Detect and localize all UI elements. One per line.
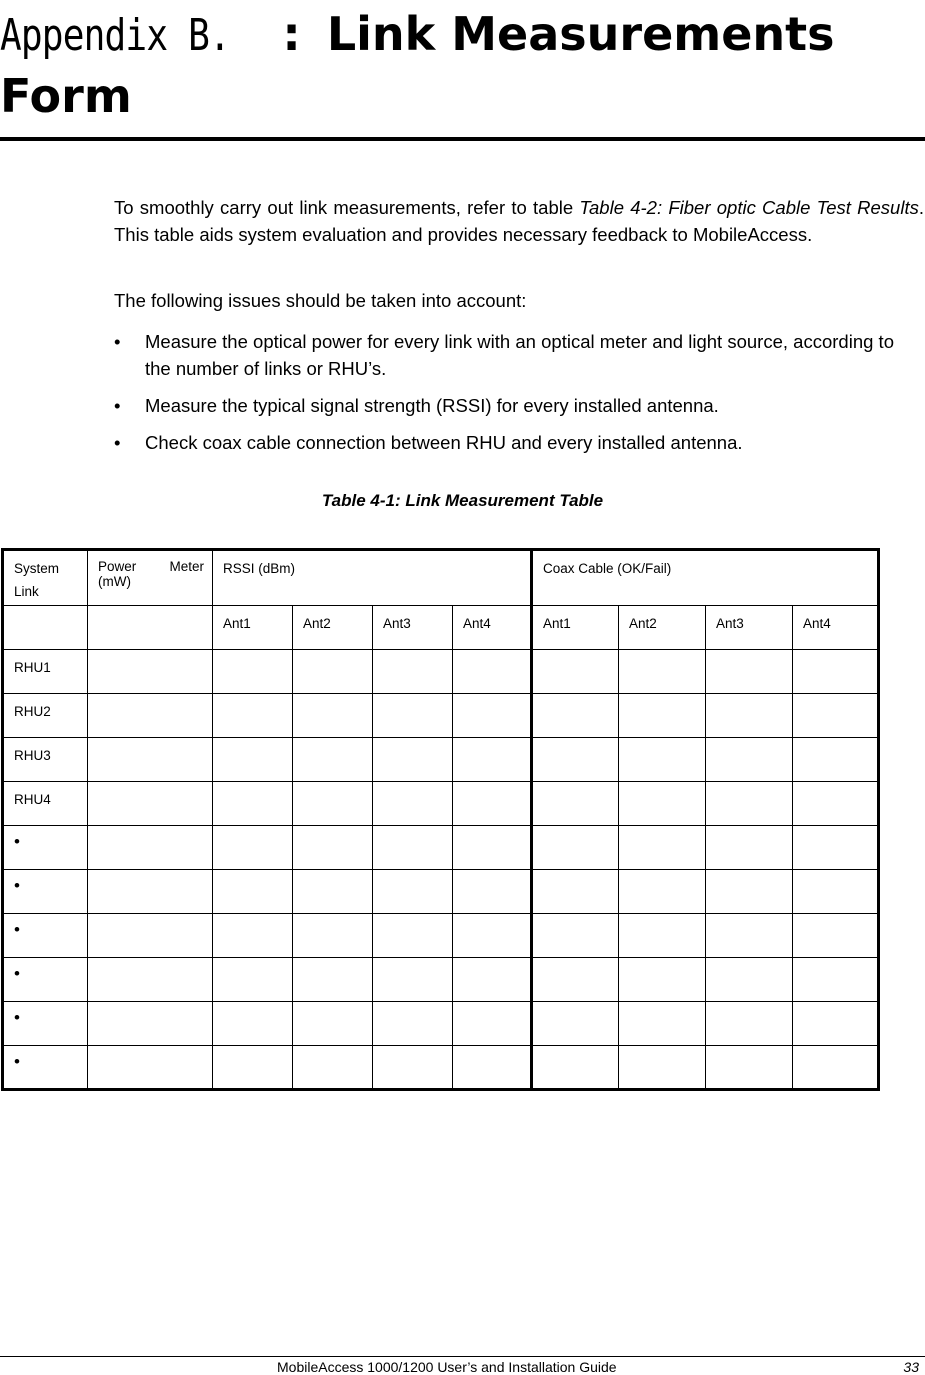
row-label: RHU4 (3, 782, 88, 826)
title-colon: : (282, 7, 301, 61)
bullet-item (114, 429, 894, 456)
entry-cell (213, 694, 293, 738)
entry-cell (373, 1046, 453, 1090)
ant-label: Ant3 (373, 606, 453, 650)
entry-cell (373, 826, 453, 870)
footer-title: MobileAccess 1000/1200 User’s and Installation Guide (277, 1359, 617, 1375)
table-row (3, 826, 879, 870)
table-row (3, 738, 879, 782)
entry-cell (373, 694, 453, 738)
bullet-item (114, 328, 894, 382)
bullet-text: Measure the typical signal strength (RSSI) for every installed antenna. (145, 395, 719, 416)
table-body (3, 650, 879, 1090)
entry-cell (793, 958, 879, 1002)
row-label: • (3, 914, 88, 958)
entry-cell (88, 1002, 213, 1046)
appendix-title (0, 4, 925, 126)
entry-cell (706, 1046, 793, 1090)
entry-cell (453, 914, 532, 958)
entry-cell (532, 1046, 619, 1090)
entry-cell (706, 650, 793, 694)
antenna-header-row (3, 606, 879, 650)
table-row (3, 694, 879, 738)
row-label: • (3, 1002, 88, 1046)
title-rule (0, 137, 925, 141)
table-header-row (3, 550, 879, 606)
table-row (3, 958, 879, 1002)
entry-cell (793, 782, 879, 826)
header-power-meter-label: Power Meter (mW) (98, 559, 204, 589)
entry-cell (213, 738, 293, 782)
header-system-link-label: System Link (14, 561, 60, 599)
footer-rule (0, 1356, 925, 1357)
table-row (3, 1046, 879, 1090)
row-label: RHU3 (3, 738, 88, 782)
row-label: • (3, 1046, 88, 1090)
entry-cell (293, 738, 373, 782)
entry-cell (453, 1002, 532, 1046)
entry-cell (619, 914, 706, 958)
ant-label: Ant4 (453, 606, 532, 650)
entry-cell (619, 958, 706, 1002)
entry-cell (88, 958, 213, 1002)
table-row (3, 1002, 879, 1046)
table-reference: Table 4-2: Fiber optic Cable Test Results (579, 197, 919, 218)
entry-cell (88, 914, 213, 958)
entry-cell (706, 782, 793, 826)
entry-cell (213, 1046, 293, 1090)
header-power-meter (88, 550, 213, 606)
entry-cell (453, 826, 532, 870)
entry-cell (88, 870, 213, 914)
entry-cell (453, 738, 532, 782)
entry-cell (619, 650, 706, 694)
header-rssi: RSSI (dBm) (213, 550, 532, 606)
entry-cell (793, 826, 879, 870)
entry-cell (88, 826, 213, 870)
entry-cell (88, 650, 213, 694)
entry-cell (213, 650, 293, 694)
entry-cell (293, 782, 373, 826)
entry-cell (619, 782, 706, 826)
entry-cell (793, 870, 879, 914)
entry-cell (453, 958, 532, 1002)
entry-cell (213, 1002, 293, 1046)
intro-text-end: . This table aids system evaluation and provides necessary feedback to MobileAccess. (114, 197, 924, 245)
row-label: • (3, 870, 88, 914)
table-caption: Table 4-1: Link Measurement Table (321, 491, 604, 510)
ant-label: Ant3 (706, 606, 793, 650)
bullet-text: Check coax cable connection between RHU and every installed antenna. (145, 432, 743, 453)
bullet-icon: • (114, 432, 121, 453)
entry-cell (619, 738, 706, 782)
entry-cell (373, 782, 453, 826)
table-row (3, 870, 879, 914)
table-row (3, 650, 879, 694)
ant-label: Ant1 (213, 606, 293, 650)
entry-cell (619, 1002, 706, 1046)
entry-cell (706, 870, 793, 914)
entry-cell (293, 694, 373, 738)
entry-cell (373, 870, 453, 914)
empty-cell (88, 606, 213, 650)
entry-cell (213, 958, 293, 1002)
entry-cell (532, 914, 619, 958)
issues-intro: The following issues should be taken into account: (114, 290, 527, 311)
row-label: RHU1 (3, 650, 88, 694)
title-text: Link Measurements Form (0, 7, 835, 123)
entry-cell (373, 914, 453, 958)
entry-cell (293, 914, 373, 958)
entry-cell (293, 1046, 373, 1090)
entry-cell (706, 914, 793, 958)
empty-cell (3, 606, 88, 650)
entry-cell (532, 870, 619, 914)
entry-cell (706, 1002, 793, 1046)
table-row (3, 782, 879, 826)
entry-cell (293, 958, 373, 1002)
entry-cell (793, 650, 879, 694)
entry-cell (532, 694, 619, 738)
entry-cell (293, 1002, 373, 1046)
ant-label: Ant4 (793, 606, 879, 650)
page-number: 33 (903, 1359, 919, 1375)
entry-cell (88, 782, 213, 826)
table-row (3, 914, 879, 958)
entry-cell (213, 914, 293, 958)
entry-cell (706, 958, 793, 1002)
entry-cell (532, 738, 619, 782)
entry-cell (532, 826, 619, 870)
entry-cell (88, 1046, 213, 1090)
entry-cell (453, 1046, 532, 1090)
entry-cell (532, 650, 619, 694)
entry-cell (453, 694, 532, 738)
appendix-label: Appendix B. (0, 10, 230, 61)
entry-cell (619, 694, 706, 738)
bullet-icon: • (114, 331, 121, 352)
entry-cell (293, 826, 373, 870)
entry-cell (706, 826, 793, 870)
entry-cell (373, 958, 453, 1002)
entry-cell (453, 782, 532, 826)
row-label: RHU2 (3, 694, 88, 738)
ant-label: Ant2 (293, 606, 373, 650)
entry-cell (88, 738, 213, 782)
entry-cell (619, 870, 706, 914)
intro-paragraph (114, 194, 924, 248)
header-system-link (3, 550, 88, 606)
entry-cell (793, 738, 879, 782)
entry-cell (373, 738, 453, 782)
entry-cell (793, 1046, 879, 1090)
ant-label: Ant1 (532, 606, 619, 650)
entry-cell (706, 694, 793, 738)
header-coax: Coax Cable (OK/Fail) (532, 550, 879, 606)
entry-cell (793, 694, 879, 738)
entry-cell (793, 914, 879, 958)
entry-cell (213, 782, 293, 826)
entry-cell (706, 738, 793, 782)
entry-cell (88, 694, 213, 738)
row-label: • (3, 826, 88, 870)
entry-cell (619, 1046, 706, 1090)
entry-cell (532, 958, 619, 1002)
entry-cell (453, 650, 532, 694)
entry-cell (793, 1002, 879, 1046)
bullet-icon: • (114, 395, 121, 416)
entry-cell (453, 870, 532, 914)
entry-cell (293, 650, 373, 694)
entry-cell (373, 1002, 453, 1046)
link-measurement-table (1, 548, 880, 1091)
entry-cell (532, 782, 619, 826)
ant-label: Ant2 (619, 606, 706, 650)
row-label: • (3, 958, 88, 1002)
entry-cell (213, 826, 293, 870)
entry-cell (213, 870, 293, 914)
intro-text-start: To smoothly carry out link measurements, refer to table (114, 197, 580, 218)
entry-cell (532, 1002, 619, 1046)
entry-cell (373, 650, 453, 694)
entry-cell (293, 870, 373, 914)
bullet-item (114, 392, 894, 419)
entry-cell (619, 826, 706, 870)
bullet-text: Measure the optical power for every link with an optical meter and light source, according to the number of links or RHU’s. (145, 331, 894, 379)
